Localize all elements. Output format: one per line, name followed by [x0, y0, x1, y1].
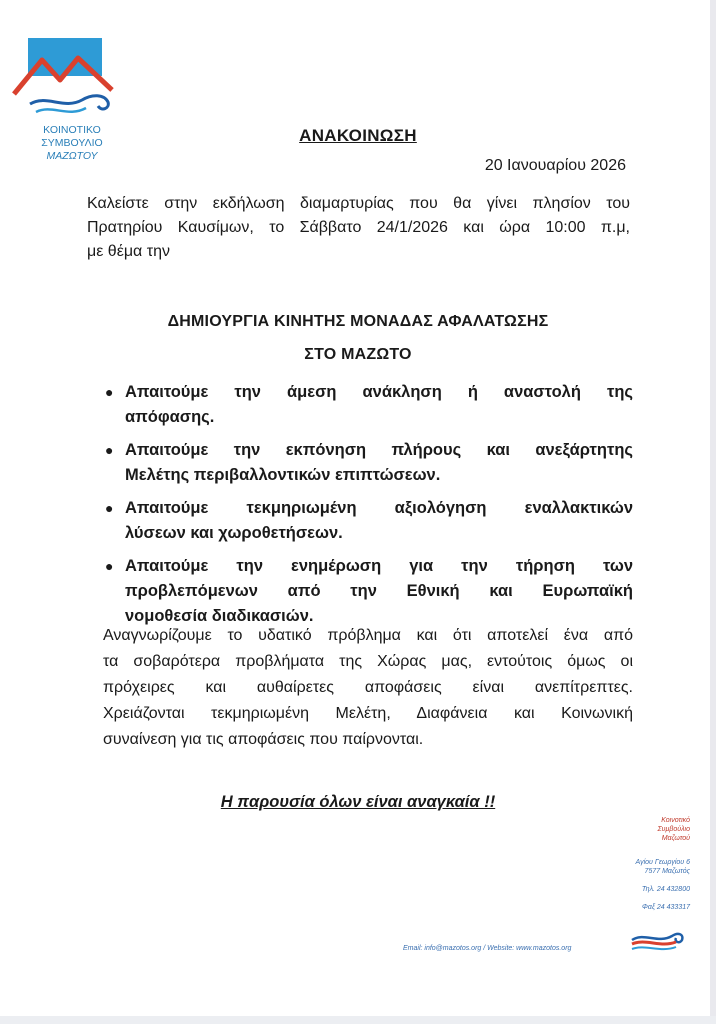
demand-item — [105, 554, 633, 629]
demand-line: Απαιτούμε τεκμηριωμένη αξιολόγηση εναλλακτικών — [125, 499, 633, 517]
page-edge-right — [710, 0, 716, 1024]
statement-line: συναίνεση για τις αποφάσεις που παίρνονται. — [103, 731, 424, 748]
logo-caption-line2: ΜΑΖΩΤΟΥ — [46, 150, 98, 162]
intro-line: Πρατηρίου Καυσίμων, το Σάββατο 24/1/2026 και ώρα 10:00 π.μ, — [87, 219, 630, 236]
address-line: Αγίου Γεωργίου 6 — [635, 859, 690, 866]
bullet-icon: ● — [105, 384, 114, 400]
org-line: Συμβούλιο — [657, 826, 690, 833]
org-line: Μαζωτού — [661, 835, 690, 842]
sidebar-phone: Τηλ. 24 432800 — [641, 886, 690, 893]
bullet-icon: ● — [105, 558, 114, 574]
demand-line: Απαιτούμε την άμεση ανάκληση ή αναστολή της — [125, 383, 633, 401]
demands-list — [105, 380, 633, 637]
demand-item — [105, 380, 633, 430]
demand-line: απόφασης. — [125, 408, 215, 426]
footer-contact: Email: info@mazotos.org / Website: www.mazotos.org — [403, 945, 572, 952]
footer-wave-logo — [630, 918, 686, 954]
statement-line: Αναγνωρίζουμε το υδατικό πρόβλημα και ότι αποτελεί ένα από — [103, 627, 633, 644]
demand-line: νομοθεσία διαδικασιών. — [125, 607, 314, 625]
demand-line: προβλεπόμενων από την Εθνική και Ευρωπαϊκή — [125, 582, 633, 600]
statement-line: πρόχειρες και αυθαίρετες αποφάσεις είναι ανεπίτρεπτες. — [103, 679, 633, 696]
page-edge-bottom — [0, 1016, 716, 1024]
statement-line: Χρειάζονται τεκμηριωμένη Μελέτη, Διαφάνεια και Κοινωνική — [103, 705, 633, 722]
statement-paragraph — [103, 623, 633, 753]
bullet-icon: ● — [105, 500, 114, 516]
demand-line: λύσεων και χωροθετήσεων. — [125, 524, 343, 542]
announcement-date: 20 Ιανουαρίου 2026 — [484, 157, 626, 174]
intro-line: Καλείστε στην εκδήλωση διαμαρτυρίας που θα γίνει πλησίον του — [87, 195, 630, 212]
logo-caption-line1: ΚΟΙΝΟΤΙΚΟ ΣΥΜΒΟΥΛΙΟ — [41, 124, 103, 149]
demand-item — [105, 496, 633, 546]
intro-paragraph — [87, 192, 630, 264]
demand-line: Απαιτούμε την ενημέρωση για την τήρηση των — [125, 557, 633, 575]
announcement-title: ΑΝΑΚΟΙΝΩΣΗ — [299, 126, 417, 145]
address-line: 7577 Μαζωτός — [644, 868, 690, 875]
subject-heading-line1: ΔΗΜΙΟΥΡΓΙΑ ΚΙΝΗΤΗΣ ΜΟΝΑΔΑΣ ΑΦΑΛΑΤΩΣΗΣ — [167, 313, 549, 330]
subject-heading-line2: ΣΤΟ ΜΑΖΩΤΟ — [304, 346, 412, 363]
bullet-icon: ● — [105, 442, 114, 458]
community-council-logo — [12, 36, 122, 120]
org-line: Κοινοτικό — [661, 817, 690, 824]
closing-call: Η παρουσία όλων είναι αναγκαία !! — [220, 793, 496, 811]
demand-line: Μελέτης περιβαλλοντικών επιπτώσεων. — [125, 466, 441, 484]
sidebar-org-name — [657, 816, 690, 843]
statement-line: τα σοβαρότερα προβλήματα της Χώρας μας, εντούτοις όμως οι — [103, 653, 633, 670]
demand-item — [105, 438, 633, 488]
sidebar-address — [636, 858, 690, 876]
intro-line: με θέμα την — [87, 243, 170, 260]
demand-line: Απαιτούμε την εκπόνηση πλήρους και ανεξάρτητης — [125, 441, 633, 459]
sidebar-fax: Φαξ 24 433317 — [641, 904, 690, 911]
